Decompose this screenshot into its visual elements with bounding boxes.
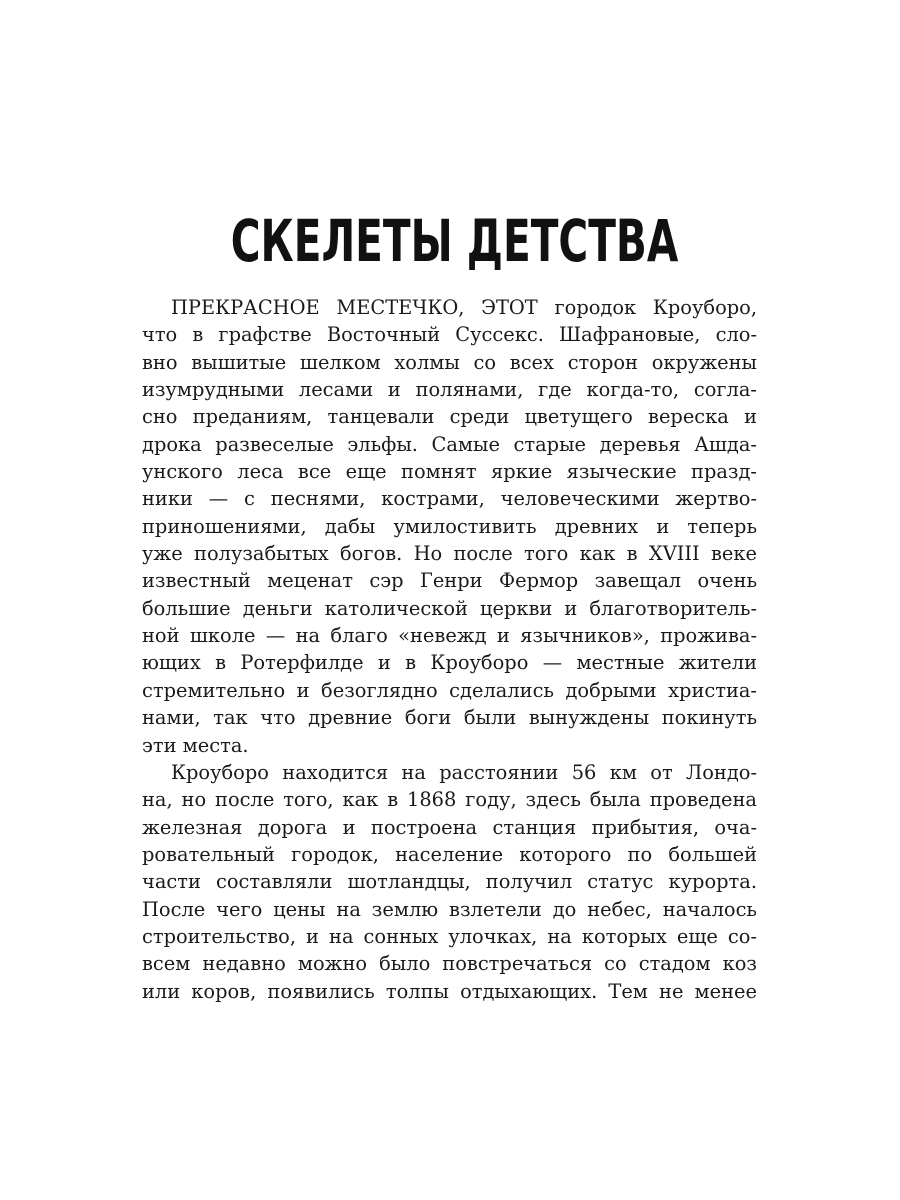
text-line: части составляли шотландцы, получил статус курорта. [142, 870, 757, 894]
text-line: изумрудными лесами и полянами, где когда-то, согла- [142, 378, 757, 402]
text-line: ники — с песнями, кострами, человеческими жертво- [142, 487, 757, 511]
text-line: что в графстве Восточный Суссекс. Шафрановые, сло- [142, 323, 757, 347]
text-line: вно вышитые шелком холмы со всех сторон окружены [142, 350, 757, 374]
body-text [142, 294, 757, 1005]
text-line: Кроуборо находится на расстоянии 56 км от Лондо- [171, 760, 757, 784]
text-line: уже полузабытых богов. Но после того как в XVIII веке [142, 542, 757, 566]
text-line: большие деньги католической церкви и благотворитель- [142, 596, 757, 620]
text-line: После чего цены на землю взлетели до небес, началось [142, 897, 757, 921]
text-line: дрока развеселые эльфы. Самые старые деревья Ашда- [142, 432, 757, 456]
chapter-title: СКЕЛЕТЫ ДЕТСТВА [230, 207, 679, 275]
text-line: на, но после того, как в 1868 году, здесь была проведена [142, 788, 757, 812]
text-line: эти места. [142, 733, 249, 757]
text-line: ПРЕКРАСНОЕ МЕСТЕЧКО, ЭТОТ городок Кроуборо, [171, 296, 757, 319]
text-line: сно преданиям, танцевали среди цветущего вереска и [142, 405, 757, 429]
text-line: известный меценат сэр Генри Фермор завещал очень [142, 569, 757, 593]
text-line: ной школе — на благо «невежд и язычников», прожива- [142, 624, 757, 648]
text-line: железная дорога и построена станция прибытия, оча- [142, 815, 757, 839]
text-line: стремительно и безоглядно сделались добрыми христиа- [142, 678, 757, 702]
text-line: или коров, появились толпы отдыхающих. Тем не менее [142, 979, 757, 1003]
text-line: строительство, и на сонных улочках, на которых еще со- [142, 924, 757, 948]
text-line: нами, так что древние боги были вынуждены покинуть [142, 706, 757, 730]
text-line: унского леса все еще помнят яркие языческие празд- [142, 460, 757, 484]
text-line: приношениями, дабы умилостивить древних и теперь [142, 514, 757, 538]
text-line: всем недавно можно было повстречаться со стадом коз [142, 952, 757, 976]
text-line: ющих в Ротерфилде и в Кроуборо — местные жители [142, 651, 757, 675]
text-line: ровательный городок, население которого по большей [142, 842, 757, 866]
